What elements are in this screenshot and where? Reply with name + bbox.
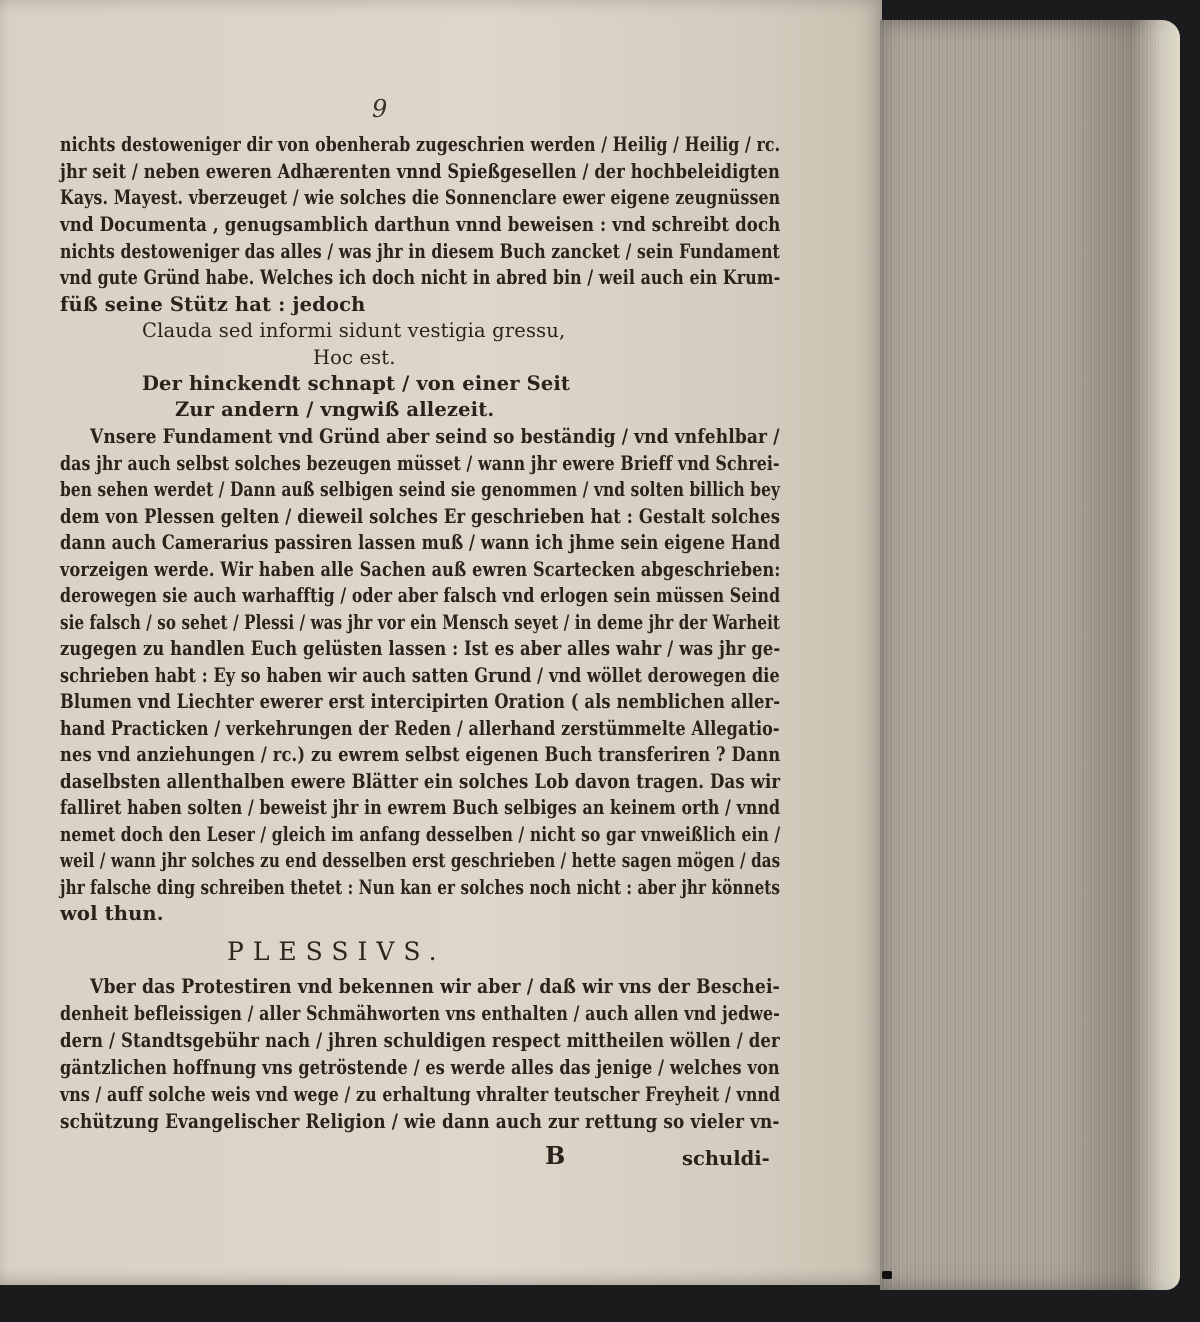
text-line: weil / wann jhr solches zu end desselben erst geschrieben / hette sagen mögen / das	[60, 849, 781, 872]
page-edges-fore-edge	[880, 20, 1180, 1290]
catchword: schuldi-	[682, 1147, 770, 1170]
text-line: nes vnd anziehungen / rc.) zu ewrem selbst eigenen Buch transferiren ? Dann	[60, 743, 781, 766]
signature-mark: B	[545, 1141, 566, 1170]
text-line: schrieben habt : Ey so haben wir auch satten Grund / vnd wöllet derowegen die	[60, 664, 780, 687]
text-line: wol thun.	[60, 902, 164, 925]
text-line: denheit befleissigen / aller Schmähworten vns enthalten / auch allen vnd jedwe-	[60, 1002, 780, 1025]
text-line: nichts destoweniger das alles / was jhr in diesem Buch zancket / sein Fundament	[60, 240, 780, 263]
verse-label: Hoc est.	[313, 346, 396, 369]
text-line: das jhr auch selbst solches bezeugen müsset / wann jhr ewere Brieff vnd Schrei-	[60, 452, 780, 475]
text-line: zugegen zu handlen Euch gelüsten lassen : Ist es aber alles wahr / was jhr ge-	[60, 637, 781, 660]
text-line: Kays. Mayest. vberzeuget / wie solches die Sonnenclare ewer eigene zeugnüssen	[60, 186, 781, 209]
text-line: dern / Standtsgebühr nach / jhren schuldigen respect mittheilen wöllen / der	[60, 1029, 780, 1052]
text-line: dann auch Camerarius passiren lassen muß / wann ich jhme sein eigene Hand	[60, 531, 781, 554]
latin-verse-line: Clauda sed informi sidunt vestigia gressu,	[142, 319, 566, 342]
text-line: ben sehen werdet / Dann auß selbigen seind sie genommen / vnd solten billich bey	[60, 478, 781, 501]
text-line: schützung Evangelischer Religion / wie dann auch zur rettung so vieler vn-	[60, 1110, 780, 1133]
text-line: falliret haben solten / beweist jhr in ewrem Buch selbiges an keinem orth / vnnd	[60, 796, 781, 819]
text-line: sie falsch / so sehet / Plessi / was jhr vor ein Mensch seyet / in deme jhr der Warheit	[60, 611, 781, 634]
verse-line: Der hinckendt schnapt / von einer Seit	[142, 372, 571, 395]
text-line: gäntzlichen hoffnung vns getröstende / es werde alles das jenige / welches von	[60, 1056, 780, 1079]
text-line: Vnsere Fundament vnd Gründ aber seind so beständig / vnd vnfehlbar /	[90, 425, 780, 448]
text-line: Blumen vnd Liechter ewerer erst intercipirten Oration ( als nemblichen aller-	[60, 690, 781, 713]
text-line: vorzeigen werde. Wir haben alle Sachen auß ewren Scartecken abgeschrieben:	[60, 558, 781, 581]
text-line: nichts destoweniger dir von obenherab zugeschrien werden / Heilig / Heilig / rc.	[60, 133, 781, 156]
section-heading: PLESSIVS.	[227, 937, 446, 966]
text-line: Vber das Protestiren vnd bekennen wir aber / daß wir vns der Beschei-	[90, 975, 780, 998]
text-line: daselbsten allenthalben ewere Blätter ein solches Lob davon tragen. Das wir	[60, 770, 781, 793]
text-line: dem von Plessen gelten / dieweil solches Er geschrieben hat : Gestalt solches	[60, 505, 781, 528]
ink-mark	[882, 1271, 892, 1279]
text-line: vnd gute Gründ habe. Welches ich doch nicht in abred bin / weil auch ein Krum-	[60, 266, 781, 289]
text-line: nemet doch den Leser / gleich im anfang desselben / nicht so gar vnweißlich ein /	[60, 823, 781, 846]
text-line: vns / auff solche weis vnd wege / zu erhaltung vhralter teutscher Freyheit / vnnd	[60, 1083, 781, 1106]
page-number: 9	[372, 95, 388, 123]
text-line: jhr falsche ding schreiben thetet : Nun kan er solches noch nicht : aber jhr könnets	[60, 876, 781, 899]
text-line: füß seine Stütz hat : jedoch	[60, 293, 366, 316]
verse-line: Zur andern / vngwiß allezeit.	[175, 398, 495, 421]
text-line: derowegen sie auch warhafftig / oder aber falsch vnd erlogen sein müssen Seind	[60, 584, 781, 607]
text-line: jhr seit / neben eweren Adhærenten vnnd Spießgesellen / der hochbeleidigten	[60, 160, 780, 183]
text-line: hand Practicken / verkehrungen der Reden / allerhand zerstümmelte Allegatio-	[60, 717, 780, 740]
text-line: vnd Documenta , genugsamblich darthun vnnd beweisen : vnd schreibt doch	[60, 213, 781, 236]
